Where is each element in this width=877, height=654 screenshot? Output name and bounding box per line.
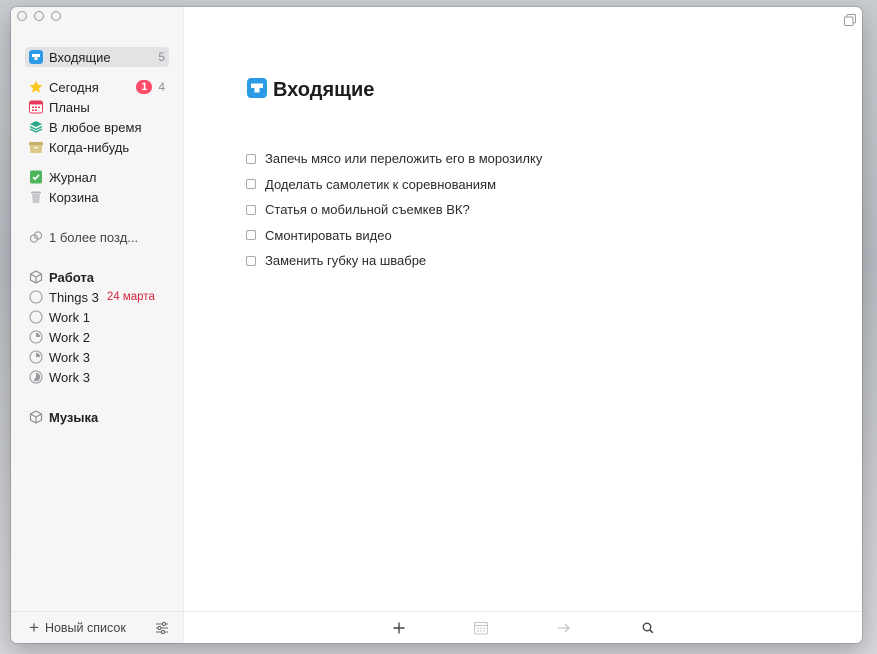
sidebar (11, 7, 184, 643)
sidebar-item-label: Work 3 (49, 369, 90, 385)
sidebar-area-work[interactable] (25, 267, 169, 287)
logbook-check-icon (29, 170, 43, 184)
project-progress-icon (29, 290, 43, 304)
main-toolbar (184, 611, 862, 643)
project-deadline: 24 марта (106, 291, 155, 303)
todo-title: Смонтировать видео (265, 227, 392, 243)
sidebar-item-upcoming[interactable] (25, 97, 169, 117)
project-progress-icon (29, 350, 43, 364)
app-window (11, 7, 862, 643)
sidebar-item-label: В любое время (49, 119, 142, 135)
todo-list (246, 146, 542, 274)
window-controls (17, 11, 61, 21)
new-todo-button[interactable] (391, 620, 407, 636)
today-due-badge: 1 (136, 80, 152, 94)
sidebar-project-work2[interactable] (25, 327, 169, 347)
todo-title: Запечь мясо или переложить его в морозилку (265, 151, 543, 167)
todo-item[interactable] (246, 172, 542, 198)
plus-icon: + (29, 618, 39, 637)
todo-item[interactable] (246, 223, 542, 249)
layers-icon (29, 120, 43, 134)
sliders-icon[interactable] (155, 621, 169, 635)
area-cube-icon (29, 270, 43, 284)
sidebar-item-inbox[interactable] (25, 47, 169, 67)
sidebar-project-things3[interactable] (25, 287, 169, 307)
sidebar-project-work3-b[interactable] (25, 367, 169, 387)
sidebar-item-label: Планы (49, 99, 90, 115)
sidebar-item-label: Сегодня (49, 79, 99, 95)
todo-checkbox[interactable] (246, 256, 256, 266)
archive-box-icon (29, 140, 43, 154)
new-list-label: Новый список (44, 620, 126, 635)
calendar-icon (29, 100, 43, 114)
inbox-count: 5 (158, 50, 165, 64)
arrow-right-icon[interactable] (556, 620, 572, 636)
area-cube-icon (29, 410, 43, 424)
sidebar-item-label: Корзина (49, 189, 99, 205)
sidebar-area-music[interactable] (25, 407, 169, 427)
search-icon[interactable] (640, 620, 656, 636)
todo-title: Доделать самолетик к соревнованиям (265, 176, 497, 192)
todo-checkbox[interactable] (246, 179, 256, 189)
page-title: Входящие (273, 79, 375, 101)
sidebar-item-logbook[interactable] (25, 167, 169, 187)
project-progress-icon (29, 310, 43, 324)
sidebar-item-label: Work 1 (49, 309, 90, 325)
sidebar-item-label: Work 3 (49, 349, 90, 365)
zoom-window-button[interactable] (51, 11, 61, 21)
inbox-icon (29, 50, 43, 64)
calendar-icon[interactable] (473, 620, 489, 636)
todo-title: Заменить губку на швабре (265, 253, 427, 269)
duplicate-window-icon[interactable] (844, 13, 856, 31)
sidebar-item-label: 1 более позд... (49, 229, 139, 245)
sidebar-item-today[interactable] (25, 77, 169, 97)
close-window-button[interactable] (17, 11, 27, 21)
sidebar-item-label: Работа (49, 269, 94, 285)
sidebar-item-someday[interactable] (25, 137, 169, 157)
link-icon (29, 230, 43, 244)
todo-item[interactable] (246, 146, 542, 172)
minimize-window-button[interactable] (34, 11, 44, 21)
sidebar-item-trash[interactable] (25, 187, 169, 207)
todo-checkbox[interactable] (246, 205, 256, 215)
todo-checkbox[interactable] (246, 154, 256, 164)
sidebar-item-anytime[interactable] (25, 117, 169, 137)
trash-icon (29, 190, 43, 204)
todo-item[interactable] (246, 248, 542, 274)
todo-item[interactable] (246, 197, 542, 223)
sidebar-item-label: Things 3 (49, 289, 99, 305)
main-content (184, 7, 862, 643)
new-list-button[interactable] (29, 619, 126, 636)
todo-title: Статья о мобильной съемкев ВК? (265, 202, 470, 218)
sidebar-item-label: Музыка (49, 409, 99, 425)
sidebar-item-label: Журнал (49, 169, 97, 185)
sidebar-item-label: Входящие (49, 49, 111, 65)
project-progress-icon (29, 330, 43, 344)
today-count: 4 (158, 80, 165, 94)
sidebar-item-label: Work 2 (49, 329, 90, 345)
sidebar-item-later-projects[interactable] (25, 227, 169, 247)
sidebar-footer (11, 611, 183, 643)
project-progress-icon (29, 370, 43, 384)
sidebar-project-work3[interactable] (25, 347, 169, 367)
sidebar-item-label: Когда-нибудь (49, 139, 130, 155)
list-header (247, 78, 374, 103)
sidebar-nav (25, 47, 169, 427)
inbox-icon (247, 78, 267, 103)
sidebar-project-work1[interactable] (25, 307, 169, 327)
star-icon (29, 80, 43, 94)
todo-checkbox[interactable] (246, 230, 256, 240)
